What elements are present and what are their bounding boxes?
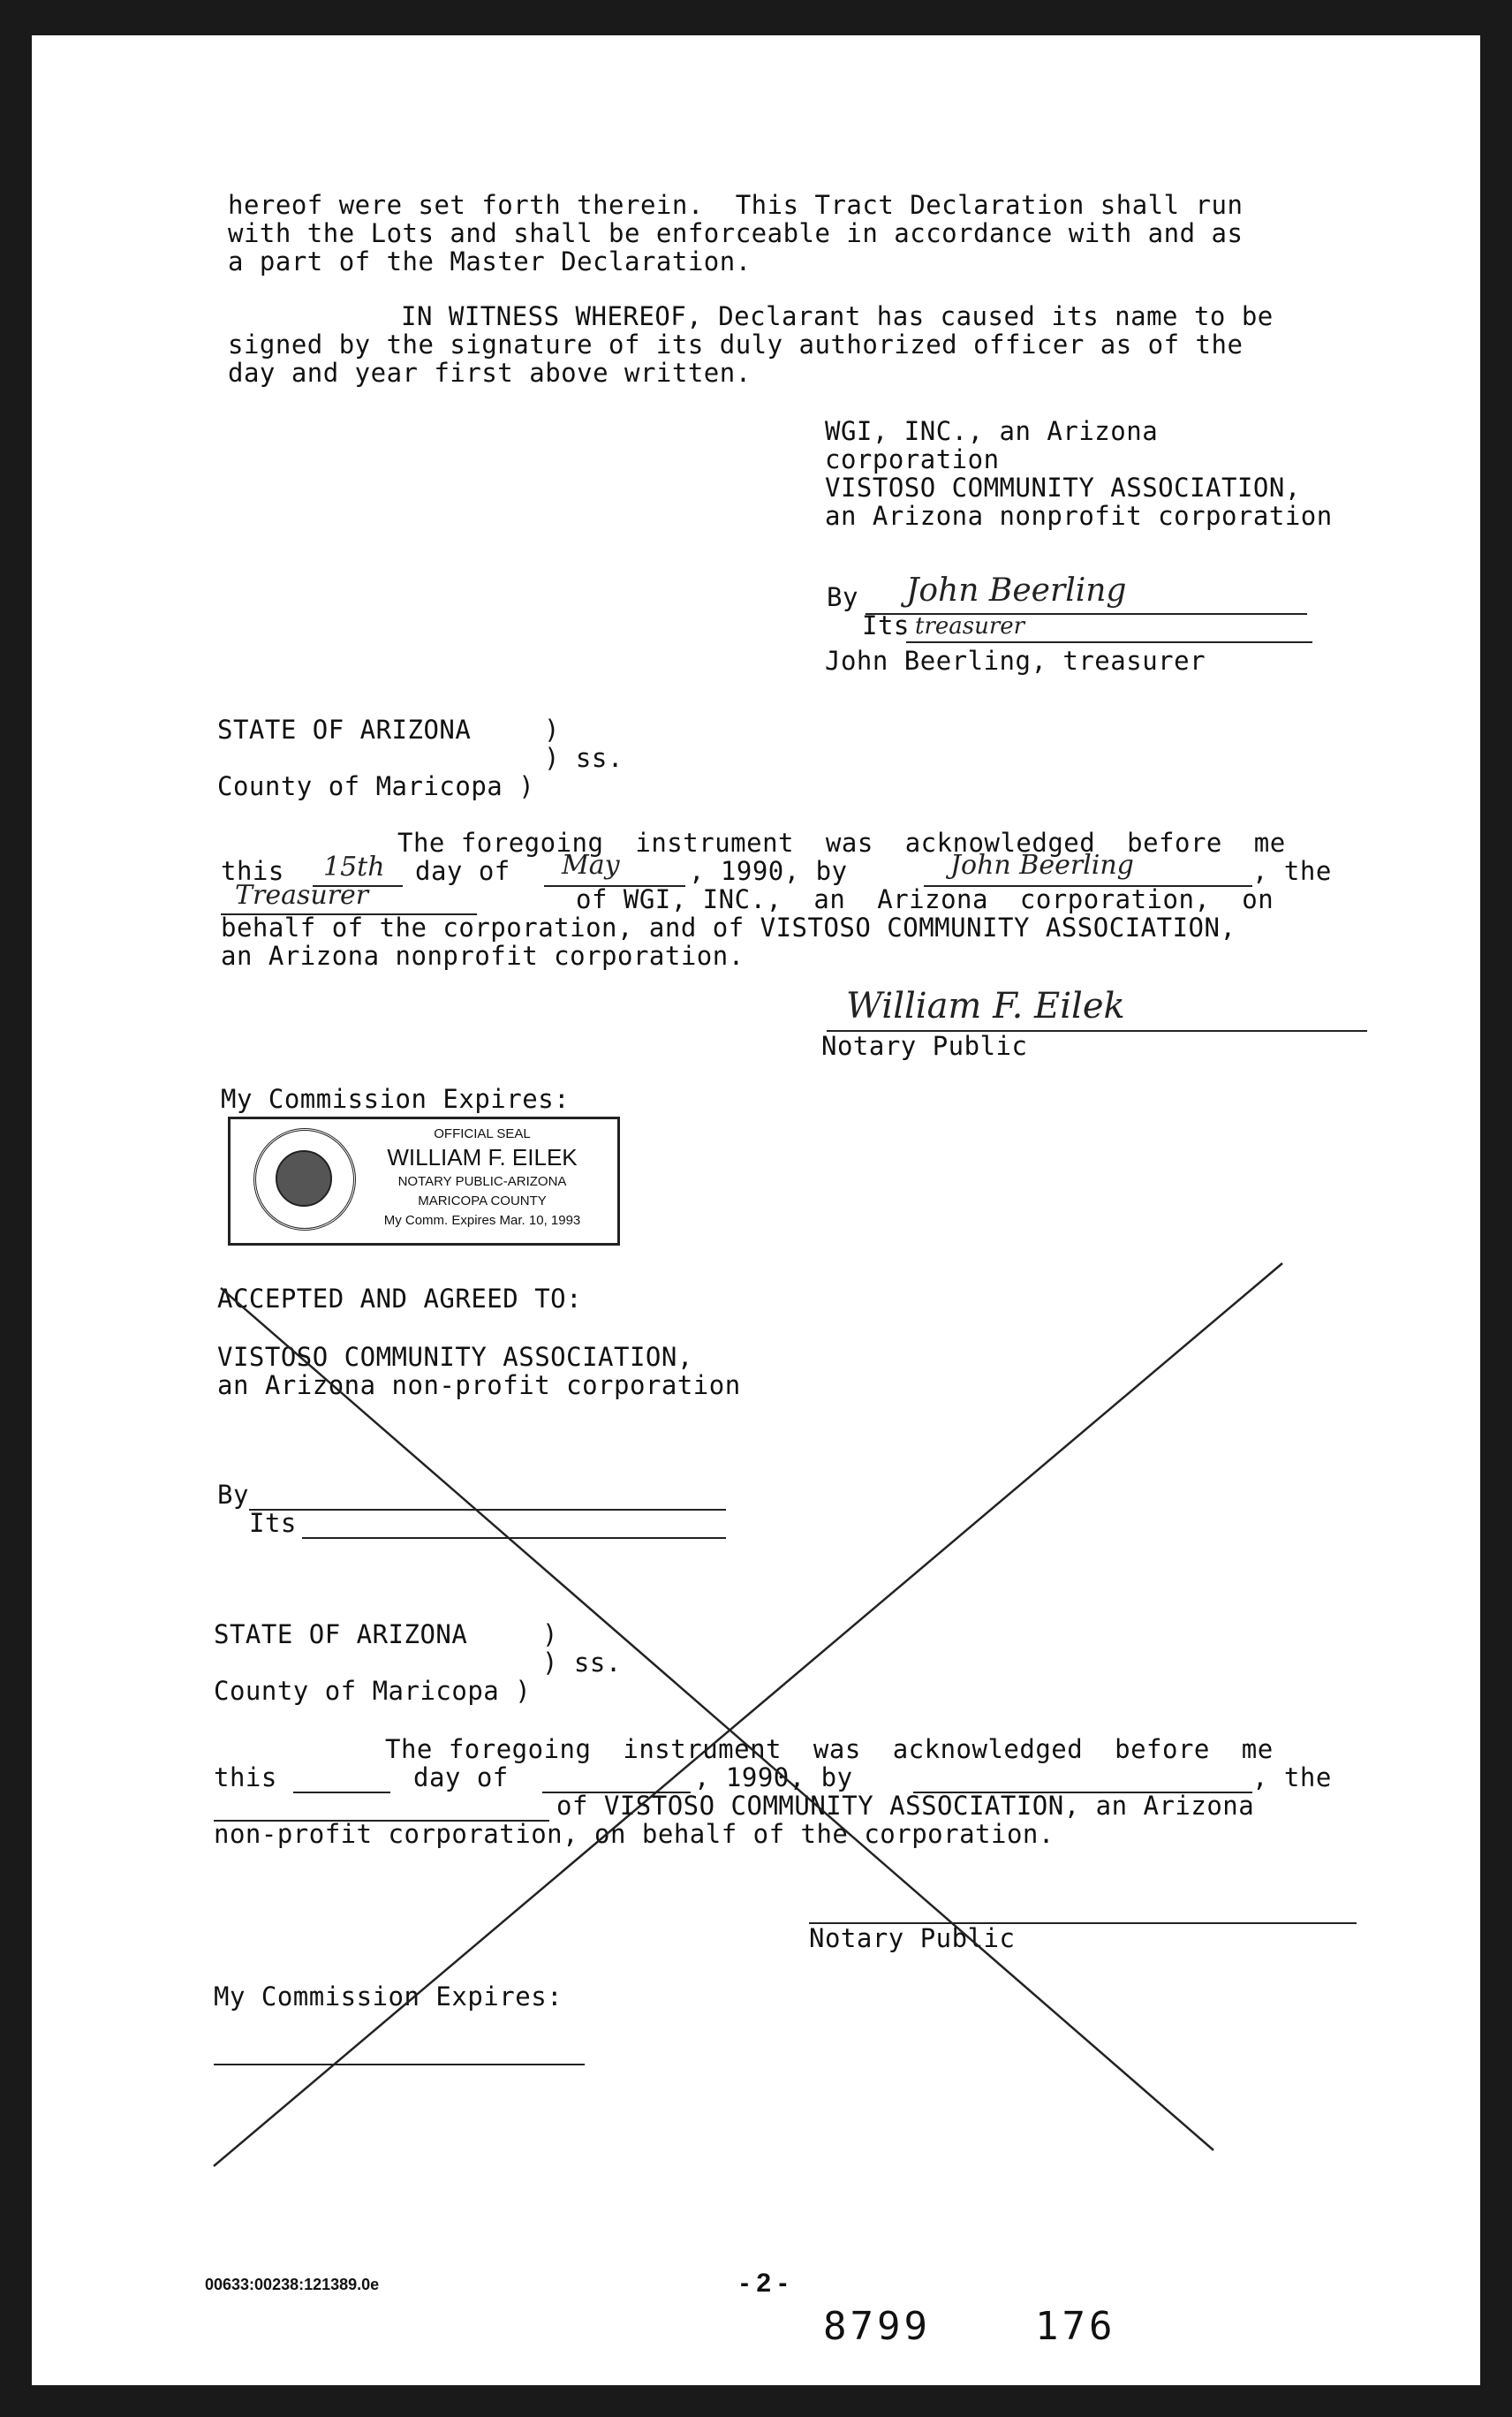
county-label-1: County of Maricopa ) <box>217 771 535 801</box>
cross-out-stroke-1 <box>221 1288 1213 2150</box>
signer-name: John Beerling, treasurer <box>825 646 1206 676</box>
intro-line-2: with the Lots and shall be enforceable in accordance with and as <box>228 218 1244 248</box>
accepted-by-label: By <box>217 1480 249 1510</box>
page-number: - 2 - <box>740 2269 788 2298</box>
document-code: 00633:00238:121389.0e <box>205 2276 380 2293</box>
document-page <box>32 35 1480 2385</box>
cross-out-mark <box>32 35 1480 2385</box>
intro-line-3: a part of the Master Declaration. <box>228 246 752 277</box>
notary1-label: Notary Public <box>821 1031 1028 1061</box>
party-line-4: an Arizona nonprofit corporation <box>825 501 1333 531</box>
accepted-party-2: an Arizona non-profit corporation <box>217 1370 741 1400</box>
intro-line-1: hereof were set forth therein. This Tract Declaration shall run <box>228 190 1244 220</box>
recording-stamp-right: 176 <box>1035 2304 1116 2349</box>
witness-line-2: signed by the signature of its duly authorized officer as of the <box>228 330 1244 360</box>
seal-line-2: WILLIAM F. EILEK <box>387 1144 578 1171</box>
ack2-line-3: of VISTOSO COMMUNITY ASSOCIATION, an Arizona <box>556 1791 1255 1821</box>
county-label-2: County of Maricopa ) <box>214 1676 532 1706</box>
ack1-the: , the <box>1252 856 1332 886</box>
accepted-its-label: Its <box>249 1508 297 1538</box>
ack1-line-5: an Arizona nonprofit corporation. <box>221 941 745 971</box>
ack1-year-by: , 1990, by <box>689 856 848 886</box>
its-label: Its <box>862 610 910 640</box>
party-line-1: WGI, INC., an Arizona <box>825 416 1159 446</box>
seal-line-4: MARICOPA COUNTY <box>418 1193 547 1208</box>
ack2-year-by: , 1990, by <box>694 1762 853 1792</box>
ack1-day-handwriting: 15th <box>323 852 385 883</box>
ack1-line-4: behalf of the corporation, and of VISTOSO COMMUNITY ASSOCIATION, <box>221 913 1236 943</box>
ack1-title-handwriting: Treasurer <box>235 880 369 911</box>
notary2-commission-label: My Commission Expires: <box>214 1981 563 2012</box>
state-label-2: STATE OF ARIZONA <box>214 1619 468 1649</box>
notary1-commission-label: My Commission Expires: <box>221 1084 571 1114</box>
witness-line-1: IN WITNESS WHEREOF, Declarant has caused its name to be <box>401 301 1274 331</box>
notary2-label: Notary Public <box>809 1923 1016 1953</box>
notary1-signature: William F. Eilek <box>846 986 1125 1027</box>
venue-paren-2: ) <box>542 1619 558 1649</box>
by-label: By <box>827 582 858 612</box>
venue-paren-1: ) <box>544 715 560 745</box>
party-line-2: corporation <box>825 444 1000 474</box>
venue-ss-2: ) ss. <box>542 1648 622 1678</box>
recording-stamp-left: 8799 <box>823 2304 931 2349</box>
state-label-1: STATE OF ARIZONA <box>217 715 472 745</box>
ack1-line-1: The foregoing instrument was acknowledged before me <box>397 828 1286 858</box>
accepted-party-1: VISTOSO COMMUNITY ASSOCIATION, <box>217 1342 693 1372</box>
ack1-month-handwriting: May <box>562 850 620 881</box>
cross-out-stroke-2 <box>214 1263 1282 2166</box>
ack2-line-4: non-profit corporation, on behalf of the corporation. <box>214 1819 1055 1849</box>
ack2-line-1: The foregoing instrument was acknowledged before me <box>385 1734 1274 1764</box>
venue-ss-1: ) ss. <box>544 743 624 773</box>
seal-line-1: OFFICIAL SEAL <box>434 1126 531 1141</box>
its-title-handwriting: treasurer <box>915 613 1025 640</box>
accepted-heading: ACCEPTED AND AGREED TO: <box>217 1284 583 1314</box>
ack1-line-3: of WGI, INC., an Arizona corporation, on <box>576 884 1274 914</box>
ack1-name-handwriting: John Beerling <box>950 850 1134 881</box>
seal-line-3: NOTARY PUBLIC-ARIZONA <box>397 1174 567 1189</box>
ack2-the: , the <box>1252 1762 1332 1792</box>
party-line-3: VISTOSO COMMUNITY ASSOCIATION, <box>825 473 1301 503</box>
witness-line-3: day and year first above written. <box>228 358 752 388</box>
ack1-this: this <box>221 856 284 886</box>
ack2-day-of: day of <box>413 1762 509 1792</box>
seal-line-5: My Comm. Expires Mar. 10, 1993 <box>383 1213 581 1228</box>
ack2-this: this <box>214 1762 277 1792</box>
ack1-day-of: day of <box>415 856 510 886</box>
treasurer-signature: John Beerling <box>906 572 1127 609</box>
